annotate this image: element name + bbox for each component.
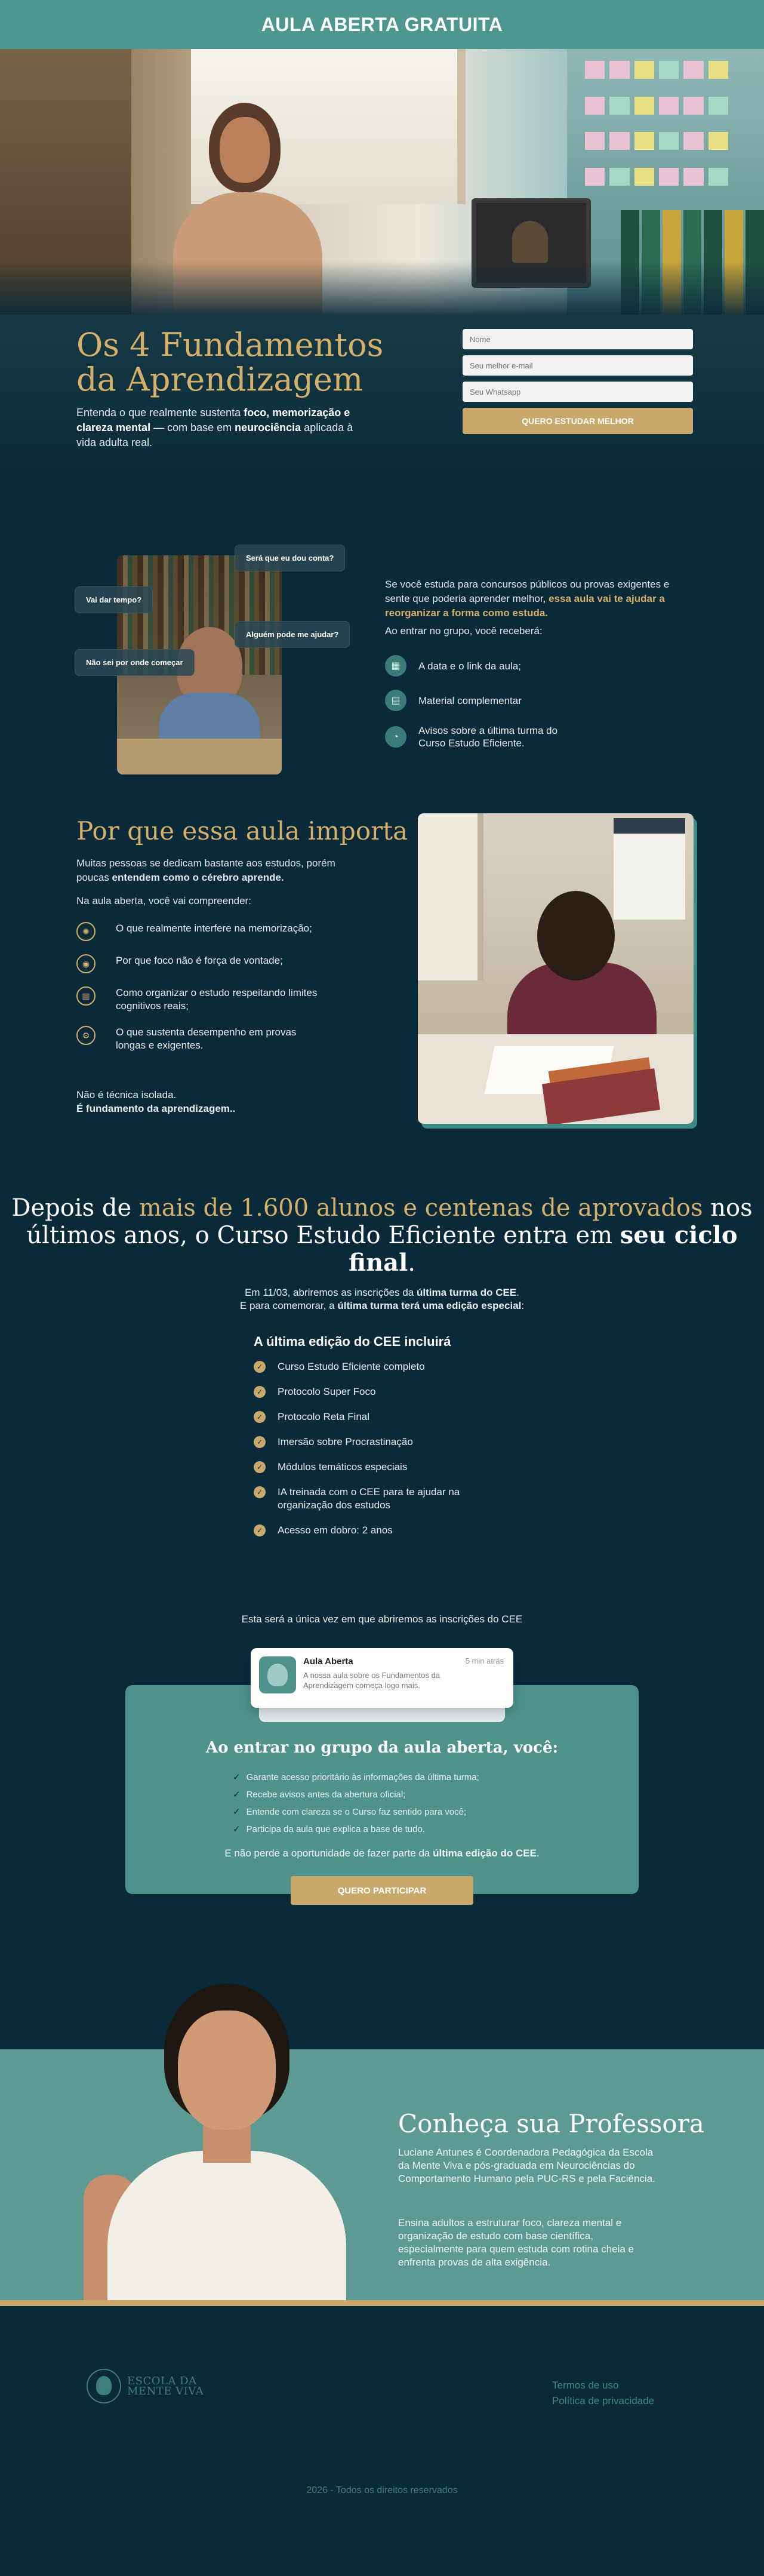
studying-photo [418, 813, 694, 1124]
check-icon: ✓ [254, 1386, 266, 1398]
edition-items-list [254, 1360, 516, 1549]
why-paragraph: Muitas pessoas se dedicam bastante aos estudos, porém poucas entendem como o cérebro aprende. [76, 857, 335, 883]
email-input[interactable] [463, 355, 693, 376]
tree-icon [87, 2369, 121, 2403]
why-lead: Na aula aberta, você vai compreender: [76, 895, 251, 906]
learn-list [76, 922, 375, 1065]
last-edition-section [0, 1142, 764, 1643]
gears-icon: ⚙ [76, 1026, 96, 1045]
copyright: 2026 - Todos os direitos reservados [306, 2485, 458, 2495]
list-item: ✓ Protocolo Super Foco [254, 1385, 516, 1398]
brain-icon: ✺ [76, 922, 96, 941]
check-icon: ✓ [254, 1524, 266, 1536]
professor-photo [84, 1984, 370, 2300]
name-input[interactable] [463, 329, 693, 349]
last-edition-title: Depois de mais de 1.600 alunos e centenas de aprovados nos últimos anos, o Curso Estudo Eficiente entra em seu ciclo final. [11, 1194, 753, 1277]
list-item: ⚙ O que sustenta desempenho em provas longas e exigentes. [76, 1026, 375, 1052]
submit-button[interactable]: QUERO ESTUDAR MELHOR [463, 408, 693, 434]
notification-preview [251, 1648, 513, 1720]
list-item: ✓ Curso Estudo Eficiente completo [254, 1360, 516, 1373]
list-item: ▦ A data e o link da aula; [385, 655, 660, 677]
bell-icon: ◔ [385, 726, 406, 748]
list-item: ✓ Imersão sobre Procrastinação [254, 1435, 516, 1449]
why-section [0, 771, 764, 1142]
list-item: ✓ Recebe avisos antes da abertura oficial; [233, 1790, 406, 1800]
join-group-section [0, 1643, 764, 1984]
professor-title: Conheça sua Professora [398, 2109, 704, 2138]
check-icon: ✓ [254, 1436, 266, 1448]
receive-heading: Ao entrar no grupo, você receberá: [385, 625, 543, 637]
hero-title [76, 328, 383, 397]
notification-card [251, 1648, 513, 1708]
edition-box-title: A última edição do CEE incluirá [254, 1334, 451, 1349]
question-bubble: Vai dar tempo? [75, 586, 153, 613]
participate-button[interactable]: QUERO PARTICIPAR [291, 1876, 473, 1905]
footer-links [552, 2378, 654, 2409]
privacy-link[interactable]: Política de privacidade [552, 2395, 655, 2406]
hero-image [0, 49, 764, 315]
question-bubble: Não sei por onde começar [75, 649, 195, 676]
check-icon: ✓ [254, 1486, 266, 1498]
join-title: Ao entrar no grupo da aula aberta, você: [205, 1739, 559, 1757]
signup-form [463, 329, 693, 434]
whatsapp-input[interactable] [463, 382, 693, 402]
list-item: ✓ Garante acesso prioritário às informações da última turma; [233, 1772, 479, 1782]
professor-bio: Luciane Antunes é Coordenadora Pedagógica da Escola da Mente Viva e pós-graduada em Neurociências do Comportamento Humano pela PUC-RS e pela Faciência. [398, 2147, 655, 2184]
hero-title-line2: da Aprendizagem [76, 361, 363, 398]
why-closing: Não é técnica isolada. É fundamento da aprendizagem.. [76, 1089, 236, 1114]
list-item: ✓ Protocolo Reta Final [254, 1410, 516, 1424]
notification-title: Aula Aberta [303, 1656, 353, 1667]
receive-list [385, 655, 660, 763]
list-item: ✓ Acesso em dobro: 2 anos [254, 1524, 516, 1537]
list-item: ◉ Por que foco não é força de vontade; [76, 954, 375, 973]
hero-section [0, 315, 764, 476]
why-title: Por que essa aula importa [76, 816, 408, 846]
check-icon: ✓ [254, 1461, 266, 1473]
check-icon: ✓ [233, 1772, 241, 1782]
check-icon: ✓ [233, 1790, 241, 1800]
question-bubble: Será que eu dou conta? [235, 545, 345, 571]
professor-section [0, 1984, 764, 2324]
list-item: ▤ Material complementar [385, 690, 660, 711]
terms-link[interactable]: Termos de uso [552, 2380, 619, 2391]
notification-message: A nossa aula sobre os Fundamentos da Aprendizagem começa logo mais. [303, 1671, 440, 1690]
join-closing: E não perde a oportunidade de fazer parte da última edição do CEE. [224, 1848, 540, 1859]
notification-time: 5 min atrás [465, 1656, 504, 1665]
document-icon: ▤ [385, 690, 406, 711]
group-benefits-section [0, 476, 764, 771]
list-item: ▥ Como organizar o estudo respeitando limites cognitivos reais; [76, 986, 375, 1013]
hero-title-line1: Os 4 Fundamentos [76, 326, 384, 364]
list-item: ✺ O que realmente interfere na memorização; [76, 922, 375, 941]
check-icon: ✓ [254, 1361, 266, 1373]
eye-icon: ◉ [76, 954, 96, 973]
calendar-icon: ▦ [385, 655, 406, 677]
last-edition-lead: Em 11/03, abriremos as inscrições da última turma do CEE. E para comemorar, a última turma terá uma edição especial: [239, 1287, 525, 1311]
check-icon: ✓ [254, 1411, 266, 1423]
intro-text: Se você estuda para concursos públicos ou provas exigentes e sente que poderia aprender melhor, essa aula vai te ajudar a reorganizar a forma como estuda. [385, 579, 670, 619]
list-item: ◔ Avisos sobre a última turma do Curso Estudo Eficiente. [385, 724, 660, 749]
footer-logo [87, 2369, 204, 2403]
question-bubble: Alguém pode me ajudar? [235, 621, 350, 648]
list-item: ✓ Participa da aula que explica a base de tudo. [233, 1824, 425, 1834]
school-logo-icon [259, 1656, 296, 1693]
list-item: ✓ Entende com clareza se o Curso faz sentido para você; [233, 1807, 467, 1817]
join-benefits-list [233, 1769, 543, 1838]
list-item: ✓ Módulos temáticos especiais [254, 1461, 516, 1474]
top-bar [0, 0, 764, 49]
check-icon: ✓ [233, 1807, 241, 1817]
list-item: ✓ IA treinada com o CEE para te ajudar na organização dos estudos [254, 1486, 516, 1512]
book-icon: ▥ [76, 986, 96, 1006]
hero-subtitle: Entenda o que realmente sustenta foco, memorização e clareza mental — com base em neurociência aplicada à vida adulta real. [76, 407, 353, 448]
footer [0, 2324, 764, 2516]
check-icon: ✓ [233, 1824, 241, 1834]
top-bar-title: AULA ABERTA GRATUITA [261, 13, 503, 35]
last-edition-note: Esta será a única vez em que abriremos as inscrições do CEE [241, 1613, 523, 1625]
professor-description: Ensina adultos a estruturar foco, clareza mental e organização de estudo com base científica, especialmente para quem estuda com rotina cheia e enfrenta provas de alta exigência. [398, 2217, 634, 2268]
brand-name: ESCOLA DA MENTE VIVA [127, 2375, 204, 2397]
